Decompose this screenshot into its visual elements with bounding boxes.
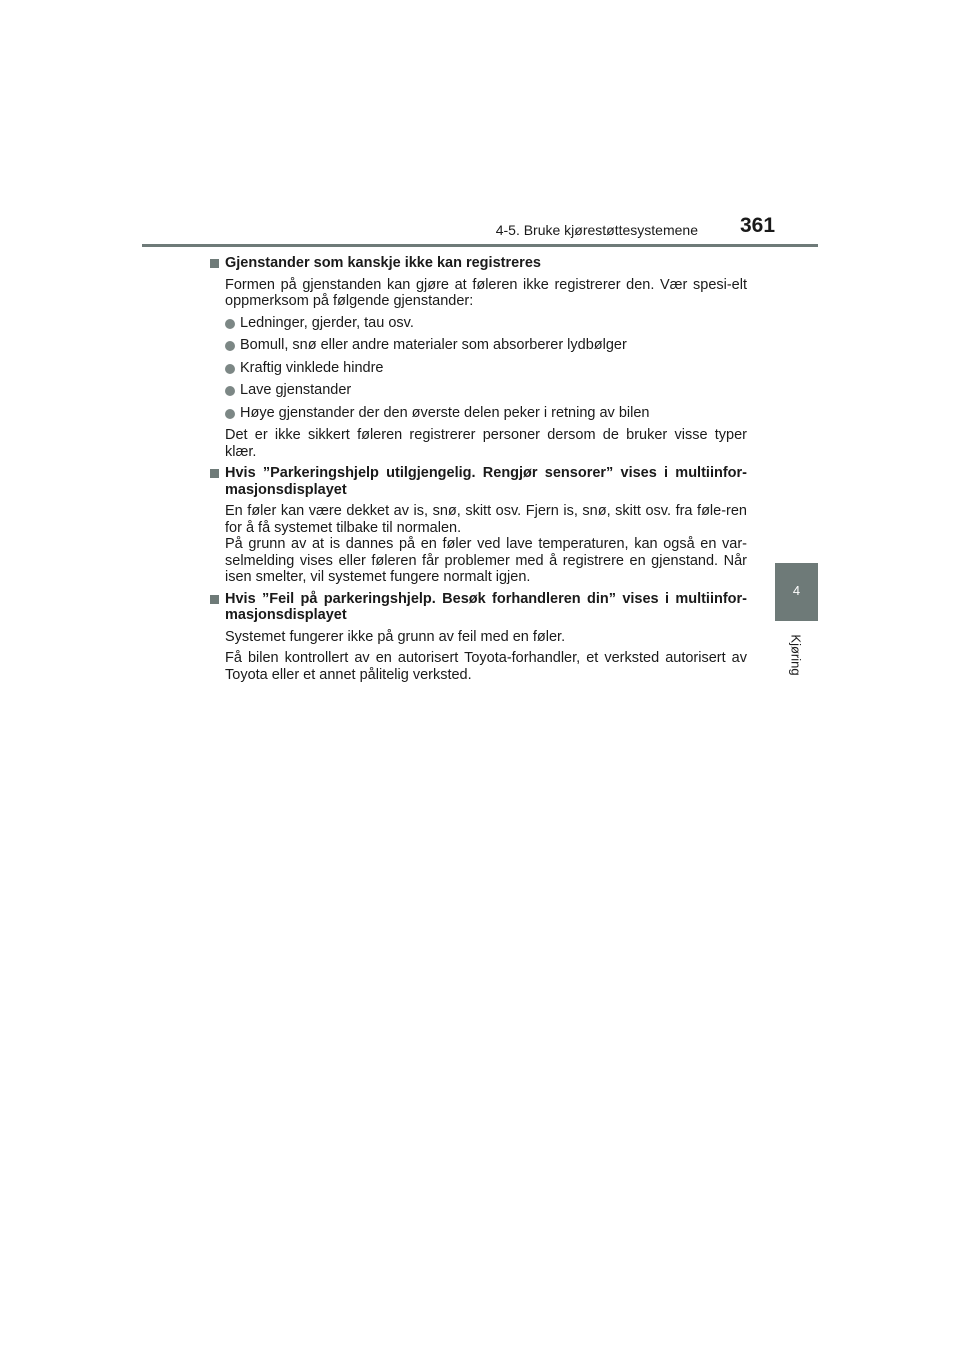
section-heading-text: Gjenstander som kanskje ikke kan registreres	[225, 255, 541, 271]
object-list	[209, 315, 747, 422]
round-bullet-icon	[225, 319, 235, 329]
section-heading-text: Hvis ”Parkeringshjelp utilgjengelig. Rengjør sensorer” vises i multiinfor-masjonsdisplayet	[225, 465, 747, 498]
section-intro: Formen på gjenstanden kan gjøre at føleren ikke registrerer den. Vær spesi-elt oppmerksom på følgende gjenstander:	[225, 276, 747, 309]
square-bullet-icon	[210, 595, 219, 604]
section-parking-assist-fault	[209, 591, 747, 684]
list-item: Bomull, snø eller andre materialer som absorberer lydbølger	[209, 337, 747, 354]
list-item: Lave gjenstander	[209, 382, 747, 399]
round-bullet-icon	[225, 341, 235, 351]
page-header	[0, 0, 960, 250]
section-undetectable-objects	[209, 255, 747, 460]
section-heading-text: Hvis ”Feil på parkeringshjelp. Besøk forhandleren din” vises i multiinfor-masjonsdisplayet	[225, 590, 747, 623]
square-bullet-icon	[210, 469, 219, 478]
round-bullet-icon	[225, 386, 235, 396]
section-paragraph: Få bilen kontrollert av en autorisert Toyota-forhandler, et verksted autorisert av Toyota eller et annet pålitelig verksted.	[225, 650, 747, 683]
list-item: Høye gjenstander der den øverste delen peker i retning av bilen	[209, 405, 747, 422]
page-content	[209, 255, 747, 688]
section-paragraph: En føler kan være dekket av is, snø, skitt osv. Fjern is, snø, skitt osv. fra føle-ren for å få systemet tilbake til normalen. På grunn av at is dannes på en føler ved lave temperaturen, kan også en var-selmelding vises eller føleren får problemer med å registrere en gjenstand. Når isen smelter, vil systemet fungere normalt igjen.	[225, 503, 747, 585]
chapter-tab-number: 4	[792, 583, 801, 598]
section-heading	[209, 591, 747, 624]
round-bullet-icon	[225, 409, 235, 419]
section-heading	[209, 465, 747, 498]
section-heading	[209, 255, 747, 272]
page-number: 361	[740, 214, 776, 237]
chapter-side-label: Kjøring	[788, 634, 804, 676]
section-paragraph: Systemet fungerer ikke på grunn av feil med en føler.	[225, 628, 566, 645]
section-clean-sensors	[209, 465, 747, 586]
section-outro: Det er ikke sikkert føleren registrerer personer dersom de bruker visse typer klær.	[225, 427, 747, 460]
square-bullet-icon	[210, 259, 219, 268]
header-rule	[142, 244, 818, 247]
list-item: Ledninger, gjerder, tau osv.	[209, 315, 747, 332]
chapter-title: 4-5. Bruke kjørestøttesystemene	[495, 222, 698, 238]
round-bullet-icon	[225, 364, 235, 374]
list-item: Kraftig vinklede hindre	[209, 360, 747, 377]
chapter-tab	[775, 563, 818, 621]
